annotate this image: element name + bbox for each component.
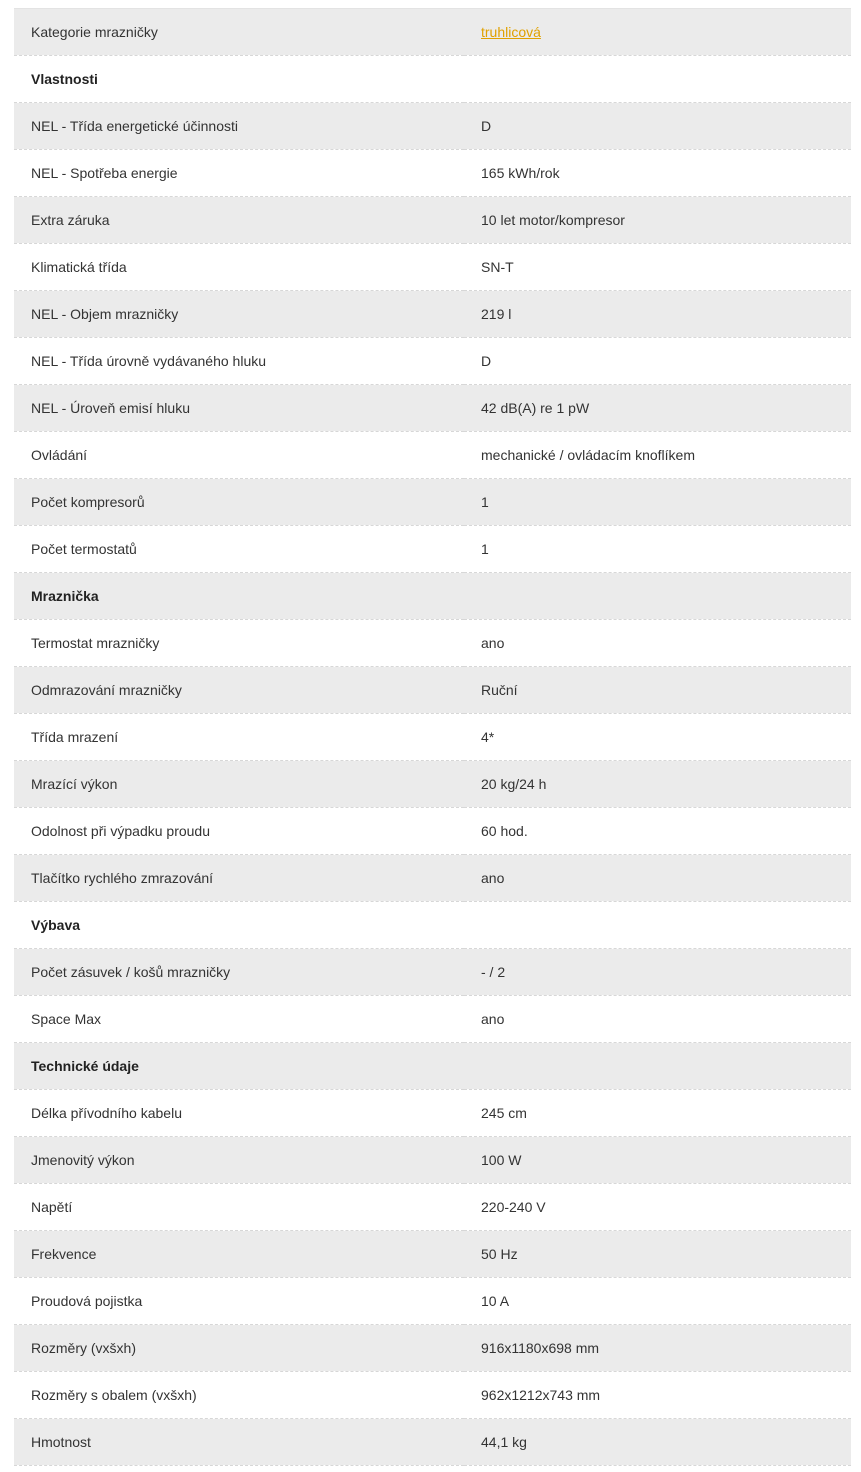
spec-label: Space Max: [14, 996, 464, 1043]
spec-value-cell: [464, 1184, 851, 1231]
section-header-row: [14, 1043, 851, 1090]
spec-row: [14, 197, 851, 244]
spec-label: Klimatická třída: [14, 244, 464, 291]
spec-value: 165 kWh/rok: [481, 165, 560, 181]
spec-row: [14, 291, 851, 338]
spec-value-cell: [464, 56, 851, 103]
spec-row: [14, 385, 851, 432]
spec-row: [14, 1372, 851, 1419]
spec-value-cell: [464, 996, 851, 1043]
spec-value-cell: [464, 902, 851, 949]
spec-value-cell: [464, 761, 851, 808]
spec-value-cell: [464, 9, 851, 56]
spec-row: [14, 1090, 851, 1137]
spec-value: 1: [481, 541, 489, 557]
spec-label: Tlačítko rychlého zmrazování: [14, 855, 464, 902]
spec-value: 245 cm: [481, 1105, 527, 1121]
spec-value-cell: [464, 338, 851, 385]
spec-label: Ovládání: [14, 432, 464, 479]
spec-value-cell: [464, 385, 851, 432]
spec-row: [14, 150, 851, 197]
spec-value-cell: [464, 197, 851, 244]
spec-value: 50 Hz: [481, 1246, 518, 1262]
spec-row: [14, 1278, 851, 1325]
spec-label: Odolnost při výpadku proudu: [14, 808, 464, 855]
spec-row: [14, 761, 851, 808]
spec-value-cell: [464, 291, 851, 338]
spec-row: [14, 1231, 851, 1278]
spec-label: NEL - Třída úrovně vydávaného hluku: [14, 338, 464, 385]
spec-value-cell: [464, 1372, 851, 1419]
spec-row: [14, 1184, 851, 1231]
spec-label: Délka přívodního kabelu: [14, 1090, 464, 1137]
spec-label: Proudová pojistka: [14, 1278, 464, 1325]
spec-value: 20 kg/24 h: [481, 776, 547, 792]
spec-row: [14, 855, 851, 902]
section-header-row: [14, 573, 851, 620]
spec-label: Počet zásuvek / košů mrazničky: [14, 949, 464, 996]
spec-value: 42 dB(A) re 1 pW: [481, 400, 590, 416]
spec-value: SN-T: [481, 259, 514, 275]
spec-value-cell: [464, 526, 851, 573]
spec-value: 4*: [481, 729, 495, 745]
spec-label: Extra záruka: [14, 197, 464, 244]
spec-value: D: [481, 118, 492, 134]
spec-value: Ruční: [481, 682, 518, 698]
spec-value-cell: [464, 479, 851, 526]
spec-row: [14, 667, 851, 714]
spec-row: [14, 996, 851, 1043]
section-header-row: [14, 902, 851, 949]
spec-label: Hmotnost: [14, 1419, 464, 1466]
section-title: Mraznička: [14, 573, 464, 620]
section-title: Technické údaje: [14, 1043, 464, 1090]
spec-row: [14, 432, 851, 479]
spec-value: ano: [481, 635, 505, 651]
spec-row: [14, 808, 851, 855]
spec-value-cell: [464, 1231, 851, 1278]
spec-value: ano: [481, 1011, 505, 1027]
spec-row: [14, 103, 851, 150]
spec-value: 100 W: [481, 1152, 522, 1168]
spec-value: 1: [481, 494, 489, 510]
spec-value: 219 l: [481, 306, 512, 322]
spec-value-cell: [464, 949, 851, 996]
spec-value: 60 hod.: [481, 823, 528, 839]
spec-value-cell: [464, 1419, 851, 1466]
spec-value: 962x1212x743 mm: [481, 1387, 601, 1403]
spec-label: Třída mrazení: [14, 714, 464, 761]
spec-row: [14, 1419, 851, 1466]
spec-row: [14, 1137, 851, 1184]
spec-row: [14, 338, 851, 385]
spec-value-link[interactable]: truhlicová: [481, 24, 541, 40]
spec-label: Jmenovitý výkon: [14, 1137, 464, 1184]
specifications-table: [14, 8, 851, 1466]
section-header-row: [14, 56, 851, 103]
spec-value-cell: [464, 1278, 851, 1325]
spec-label: Rozměry s obalem (vxšxh): [14, 1372, 464, 1419]
spec-value: D: [481, 353, 492, 369]
spec-value-cell: [464, 1043, 851, 1090]
spec-label: NEL - Objem mrazničky: [14, 291, 464, 338]
spec-value: mechanické / ovládacím knoflíkem: [481, 447, 695, 463]
spec-label: Kategorie mrazničky: [14, 9, 464, 56]
section-title: Vlastnosti: [14, 56, 464, 103]
spec-row: [14, 526, 851, 573]
spec-label: Frekvence: [14, 1231, 464, 1278]
spec-row: [14, 714, 851, 761]
spec-row: [14, 620, 851, 667]
spec-label: Napětí: [14, 1184, 464, 1231]
spec-row: [14, 479, 851, 526]
spec-value-cell: [464, 808, 851, 855]
spec-label: NEL - Úroveň emisí hluku: [14, 385, 464, 432]
spec-label: Počet termostatů: [14, 526, 464, 573]
spec-value: 10 let motor/kompresor: [481, 212, 625, 228]
spec-row: [14, 9, 851, 56]
spec-value-cell: [464, 573, 851, 620]
spec-label: Počet kompresorů: [14, 479, 464, 526]
spec-label: Odmrazování mrazničky: [14, 667, 464, 714]
spec-value-cell: [464, 714, 851, 761]
spec-value-cell: [464, 667, 851, 714]
spec-label: Termostat mrazničky: [14, 620, 464, 667]
spec-value: - / 2: [481, 964, 506, 980]
spec-value-cell: [464, 620, 851, 667]
spec-value-cell: [464, 150, 851, 197]
spec-value-cell: [464, 1137, 851, 1184]
spec-label: Mrazící výkon: [14, 761, 464, 808]
spec-label: Rozměry (vxšxh): [14, 1325, 464, 1372]
specifications-body: [14, 9, 851, 1466]
spec-value-cell: [464, 1325, 851, 1372]
spec-value-cell: [464, 244, 851, 291]
spec-value-cell: [464, 855, 851, 902]
spec-row: [14, 949, 851, 996]
spec-value: 10 A: [481, 1293, 510, 1309]
section-title: Výbava: [14, 902, 464, 949]
spec-value: ano: [481, 870, 505, 886]
spec-value-cell: [464, 432, 851, 479]
spec-value: 220-240 V: [481, 1199, 546, 1215]
spec-label: NEL - Třída energetické účinnosti: [14, 103, 464, 150]
spec-value: 44,1 kg: [481, 1434, 527, 1450]
spec-value: 916x1180x698 mm: [481, 1340, 600, 1356]
spec-row: [14, 1325, 851, 1372]
spec-value-cell: [464, 103, 851, 150]
spec-label: NEL - Spotřeba energie: [14, 150, 464, 197]
spec-value-cell: [464, 1090, 851, 1137]
spec-row: [14, 244, 851, 291]
